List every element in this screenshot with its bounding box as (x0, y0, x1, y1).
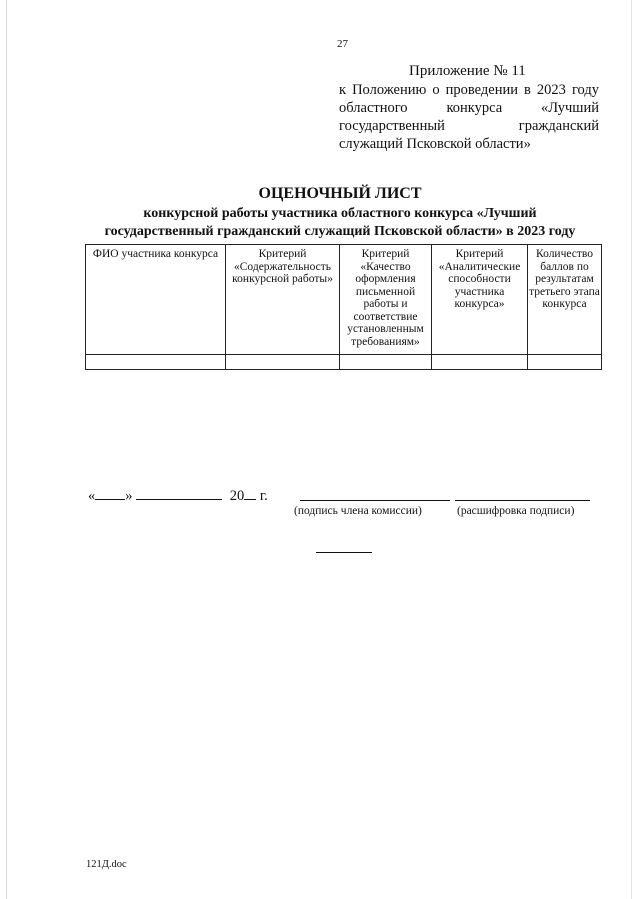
table-cell[interactable] (432, 355, 528, 370)
table-cell[interactable] (226, 355, 340, 370)
date-field (88, 487, 268, 505)
appendix-line: государственный гражданский (339, 118, 599, 134)
header-criterion-content: Критерий «Содержательность конкурсной работы» (226, 245, 340, 355)
year-prefix: 20 (229, 488, 245, 504)
month-blank[interactable] (136, 487, 222, 500)
appendix-line: к Положению о проведении в 2023 году (339, 82, 599, 98)
decryption-caption: (расшифровка подписи) (457, 505, 575, 517)
header-criterion-analytics: Критерий «Аналитические способности участника конкурса» (432, 245, 528, 355)
signature-row (88, 487, 603, 527)
document-subtitle-line-1: конкурсной работы участника областного конкурса «Лучший (143, 206, 537, 221)
document-heading (80, 184, 600, 240)
header-participant-name: ФИО участника конкурса (86, 245, 226, 355)
table-cell[interactable] (340, 355, 432, 370)
appendix-title: Приложение № 11 (409, 63, 526, 79)
year-suffix: г. (259, 488, 268, 504)
decryption-line[interactable] (455, 500, 590, 501)
open-quote: « (88, 488, 96, 504)
document-title: ОЦЕНОЧНЫЙ ЛИСТ (258, 185, 422, 202)
header-score-total: Количество баллов по результатам третьего этапа конкурса (528, 245, 602, 355)
table-cell[interactable] (528, 355, 602, 370)
page-number: 27 (337, 38, 348, 50)
score-table (85, 244, 602, 370)
table-row (86, 355, 602, 370)
appendix-block (339, 62, 599, 153)
close-quote: » (125, 488, 133, 504)
year-blank[interactable] (244, 487, 256, 500)
separator-line (316, 552, 372, 553)
page-edge-left (6, 0, 7, 899)
signature-line[interactable] (300, 500, 450, 501)
page-edge-right (631, 0, 632, 899)
appendix-line: областного конкурса «Лучший (339, 100, 599, 116)
header-criterion-quality: Критерий «Качество оформления письменной работы и соответствие установленным требованиям» (340, 245, 432, 355)
signature-caption: (подпись члена комиссии) (294, 505, 422, 517)
document-subtitle-line-2: государственный гражданский служащий Псковской области» в 2023 году (104, 224, 576, 239)
table-cell[interactable] (86, 355, 226, 370)
appendix-line: служащий Псковской области» (339, 136, 531, 152)
table-header-row (86, 245, 602, 355)
day-blank[interactable] (95, 487, 125, 500)
footer-file-name: 121Д.doc (86, 859, 127, 870)
